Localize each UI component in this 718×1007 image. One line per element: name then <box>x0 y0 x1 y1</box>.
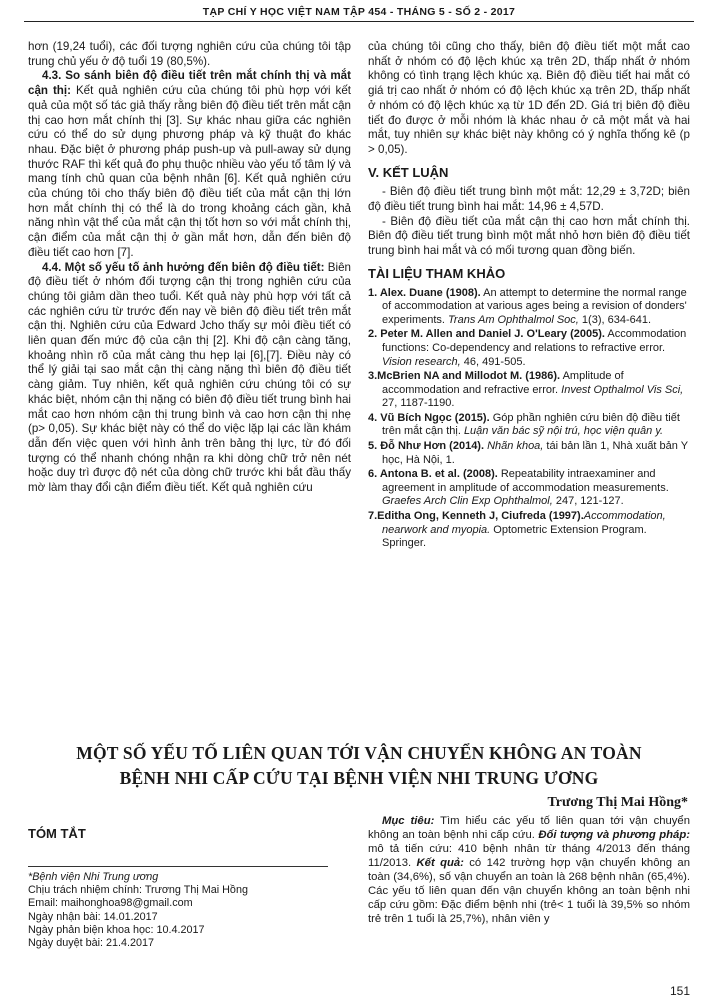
reference-tail: 1(3), 634-641. <box>578 313 652 326</box>
affiliation-line: *Bệnh viện Nhi Trung ương <box>28 871 159 883</box>
reference-authors: 4. Vũ Bích Ngọc (2015). <box>368 411 490 424</box>
left-column <box>28 40 351 496</box>
abstract-text <box>368 814 690 926</box>
section-4-4 <box>28 261 351 496</box>
affiliation-line: Ngày nhận bài: 14.01.2017 <box>28 910 158 923</box>
reference-text: An attempt to determine the normal range of accommodation at various ages being a revision of donders' experiments. <box>382 286 687 326</box>
reference-item <box>368 440 690 467</box>
reference-tail: 247, 121-127. <box>552 495 624 508</box>
right-column <box>368 40 690 552</box>
abstract-paragraph <box>368 814 690 926</box>
reference-authors: 3.McBrien NA and Millodot M. (1986). <box>368 370 561 383</box>
reference-journal: Luận văn bác sỹ nội trú, học viện quân y. <box>463 425 664 438</box>
paragraph: của chúng tôi cũng cho thấy, biên độ điều tiết một mắt cao nhất ở nhóm có độ lệch khúc xạ trên 2D, thấp nhất ở nhóm không có tình trạng lệch khúc xạ. Biên độ điều tiết hai mắt có giá trị cao nhất ở nhóm có độ lệch khúc xạ trên 2D, thấp nhất ở nhóm có độ lệch khúc xạ từ 1D đến 2D. Giá trị biên độ điều tiết đo được ở mỗi nhóm là khác nhau ở cả một mắt và hai mắt, tuy nhiên sự khác biệt này không có ý nghĩa thống kê (p > 0,05). <box>368 40 690 156</box>
conclusion-item: - Biên độ điều tiết trung bình một mắt: 12,29 ± 3,72D; biên độ điều tiết trung bình hai mắt: 14,96 ± 4,57D. <box>368 185 690 214</box>
article-title <box>40 741 678 791</box>
reference-item <box>368 287 690 328</box>
reference-journal: Nhãn khoa, <box>487 440 544 453</box>
affiliation-line: Ngày duyệt bài: 21.4.2017 <box>28 937 155 950</box>
reference-text: Repeatability intraexaminer and agreement in amplitude of accommodation measurements. <box>382 468 669 494</box>
reference-authors: 2. Peter M. Allen and Daniel J. O'Leary (2005). <box>368 328 605 341</box>
reference-authors: 5. Đỗ Như Hơn (2014). <box>368 440 485 453</box>
conclusion-item: - Biên độ điều tiết của mắt cận thị cao hơn mắt chính thị. Biên độ điều tiết trung bình một mắt nhỏ hơn biên độ điều tiết trung bình hai mắt và có mối tương quan đồng biến. <box>368 214 690 258</box>
reference-item <box>368 370 690 411</box>
author-name: Trương Thị Mai Hồng* <box>547 795 688 810</box>
reference-tail: tái bản lần 1, Nhà xuất bản Y học, Hà Nội, 1. <box>382 440 688 466</box>
affiliation-line: Chịu trách nhiệm chính: Trương Thị Mai Hồng <box>28 884 248 897</box>
reference-authors: 6. Antona B. et al. (2008). <box>368 468 498 481</box>
article-title-line: MỘT SỐ YẾU TỐ LIÊN QUAN TỚI VẬN CHUYỂN KHÔNG AN TOÀN <box>76 743 642 763</box>
reference-item <box>368 328 690 369</box>
reference-tail: 46, 491-505. <box>460 355 526 368</box>
paragraph: hơn (19,24 tuổi), các đối tượng nghiên cứu của chúng tôi tập trung chủ yếu ở độ tuổi 19 (80,5%). <box>28 40 351 68</box>
affiliation-email: Email: maihonghoa98@gmail.com <box>28 897 193 910</box>
reference-journal: Graefes Arch Clin Exp Ophthalmol, <box>382 495 553 508</box>
reference-text: Accommodation functions: Co-dependency and relations to refractive error. <box>382 328 687 354</box>
reference-journal: Invest Opthalmol Vis Sci, <box>561 383 684 396</box>
reference-journal: Accommodation, nearwork and myopia. <box>382 510 666 536</box>
reference-item <box>368 468 690 509</box>
affiliation-footnote <box>28 866 328 950</box>
section-4-3 <box>28 69 351 260</box>
reference-tail: 27, 1187-1190. <box>382 397 455 410</box>
section-heading: 4.3. So sánh biên độ điều tiết trên mắt chính thị và mắt cận thị: <box>28 69 351 98</box>
conclusion-heading: V. KẾT LUẬN <box>368 164 449 180</box>
abstract-label: Kết quả: <box>416 857 464 869</box>
reference-list <box>368 287 690 551</box>
page-number: 151 <box>669 984 690 998</box>
reference-authors: 7.Editha Ong, Kenneth J, Ciufreda (1997). <box>368 510 584 523</box>
abstract-label: Mục tiêu: <box>382 815 435 827</box>
article-title-line: BỆNH NHI CẤP CỨU TẠI BỆNH VIỆN NHI TRUNG ƯƠNG <box>119 768 599 788</box>
reference-text: Góp phần nghiên cứu biên độ điều tiết trên mắt cận thị. <box>382 411 680 438</box>
section-text: Kết quả nghiên cứu của chúng tôi phù hợp với kết quả của một số tác giả thấy rằng biên độ điều tiết trên mắt cận thị cao hơn mắt chính thị [3]. Sự khác nhau giữa các nghiên cứu có thể do sử dụng phương pháp và kỹ thuật đo khác nhau. Đặc biệt ở phương pháp push-up và pull-away sử dụng thước RAF thì kết quả đo phụ thuộc nhiều vào yếu tố tâm lý và mang tính chủ quan của bệnh nhân [6]. Kết quả nghiên cứu của chúng tôi cho thấy biên độ điều tiết của mắt cận thị lớn hơn mắt chính thị có thể là do trong khoảng cách gần, khả năng nhìn vật thể của mắt cận thị tốt hơn so với mắt chính thị, cận điểm của mắt cận thị ở gần mắt hơn, dẫn đến biên độ điều tiết cao hơn [7]. <box>28 84 351 259</box>
reference-item <box>368 510 690 551</box>
abstract-segment: Tìm hiểu các yếu tố liên quan tới vận chuyển không an toàn bệnh nhi cấp cứu. <box>368 815 690 841</box>
reference-journal: Trans Am Ophthalmol Soc, <box>448 313 579 326</box>
reference-text: Amplitude of accommodation and refractive error. <box>382 370 624 396</box>
section-text: Biên độ điều tiết ở nhóm đối tượng cận thị trong nghiên cứu của chúng tôi giảm dần theo tuổi. Kết quả này phù hợp với tất cả các nghiên cứu từ trước đến nay về biên độ điều tiết trên mắt cận thị. Nghiên cứu của Edward Jcho thấy sự mỏi điều tiết có liên quan đến mức độ của cận thị [2]. Khi độ cận càng tăng, khoảng nhìn rõ của mắt càng thu hẹp lại [6],[7]. Điều này có thể lý giải tại sao mắt cận thị càng nặng thì biên độ điều tiết càng giảm. Tuy nhiên, kết quả nghiên cứu chúng tôi có sự khác biệt, nhóm cận thị nặng có biên độ điều tiết trung bình hai mắt cao hơn nhóm cận thị trung bình và cao hơn cận thị nhẹ (p> 0,05). Sự khác biệt này có thể do việc lặp lại các lần khám dẫn đến việc quen với hình ảnh trên bảng thị lực, từ đó đối tượng có thể nhanh chóng nhận ra khi dòng chữ trở nên nét hoặc duy trì được độ nét của dòng chữ trước khi bắt đầu thấy mờ làm thay đổi cận điểm điều tiết. Kết quả nghiên cứu <box>28 260 351 495</box>
reference-tail: Optometric Extension Program. Springer. <box>382 523 647 550</box>
references-heading: TÀI LIỆU THAM KHẢO <box>368 265 506 281</box>
abstract-heading: TÓM TẮT <box>28 826 86 841</box>
reference-authors: 1. Alex. Duane (1908). <box>368 286 481 299</box>
affiliation-line: Ngày phản biện khoa học: 10.4.2017 <box>28 923 205 936</box>
abstract-label: Đối tượng và phương pháp: <box>538 829 691 841</box>
journal-header: TẠP CHÍ Y HỌC VIỆT NAM TẬP 454 - THÁNG 5 - SỐ 2 - 2017 <box>24 6 694 22</box>
abstract-segment: có 142 trường hợp vận chuyển không an toàn (34,6%), số vận chuyển an toàn là 268 bệnh nhân (65,4%). Các yếu tố liên quan đến vận chuyển không an toàn bệnh nhi cấp cứu gồm: Đặc điểm bệnh nhi (trẻ< 1 tuổi là 39,5% so nhóm trẻ trên 1 tuổi là 25,7%), nhân viên y <box>368 857 690 925</box>
abstract-segment: mô tả tiến cứu: 410 bệnh nhân từ tháng 4/2013 đến tháng 11/2013. <box>368 843 690 869</box>
section-heading: 4.4. Một số yếu tố ảnh hưởng đến biên độ điều tiết: <box>42 260 325 274</box>
reference-item <box>368 412 690 439</box>
reference-journal: Vision research, <box>382 355 461 368</box>
